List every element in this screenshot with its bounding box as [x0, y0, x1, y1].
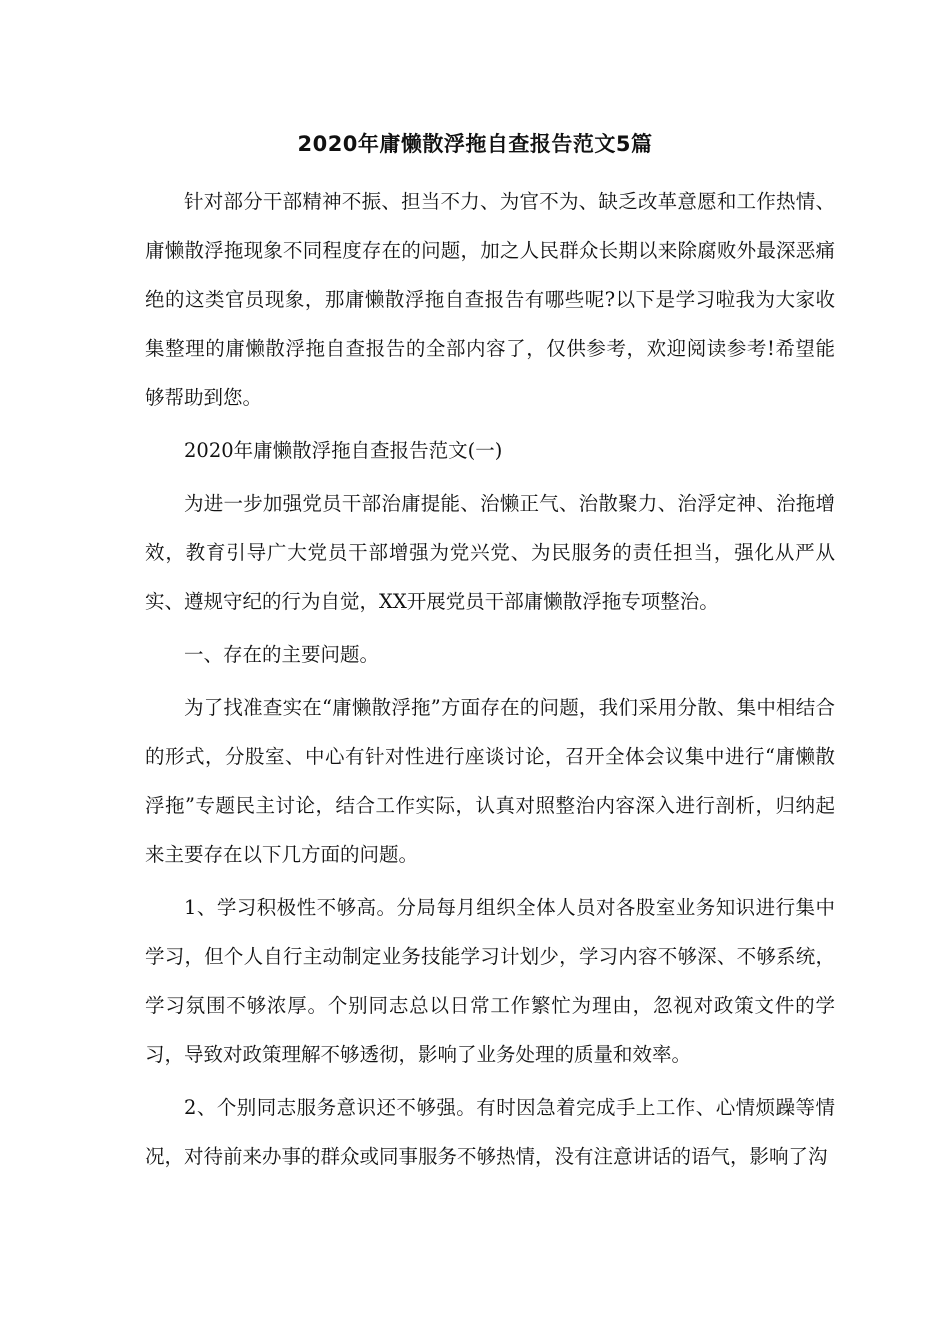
body-paragraph: 1、学习积极性不够高。分局每月组织全体人员对各股室业务知识进行集中学习，但个人自行主动制定业务技能学习计划少，学习内容不够深、不够系统，学习氛围不够浓厚。个别同志总以日常工作繁忙为理由，忽视对政策文件的学习，导致对政策理解不够透彻，影响了业务处理的质量和效率。: [145, 896, 835, 1066]
document-body: [145, 177, 835, 1185]
subsection-heading: 一、存在的主要问题。: [184, 643, 380, 666]
body-paragraph: 为了找准查实在“庸懒散浮拖”方面存在的问题，我们采用分散、集中相结合的形式，分股室、中心有针对性进行座谈讨论，召开全体会议集中进行“庸懒散浮拖”专题民主讨论，结合工作实际，认真对照整治内容深入进行剖析，归纳起来主要存在以下几方面的问题。: [145, 696, 835, 866]
document-title: 2020年庸懒散浮拖自查报告范文5篇: [297, 132, 653, 156]
intro-paragraph: 针对部分干部精神不振、担当不力、为官不为、缺乏改革意愿和工作热情、庸懒散浮拖现象不同程度存在的问题，加之人民群众长期以来除腐败外最深恶痛绝的这类官员现象，那庸懒散浮拖自查报告有哪些呢?以下是学习啦我为大家收集整理的庸懒散浮拖自查报告的全部内容了，仅供参考，欢迎阅读参考!希望能够帮助到您。: [145, 190, 835, 409]
section-heading: 2020年庸懒散浮拖自查报告范文(一): [184, 439, 503, 462]
body-paragraph: 2、个别同志服务意识还不够强。有时因急着完成手上工作、心情烦躁等情况，对待前来办事的群众或同事服务不够热情，没有注意讲话的语气，影响了沟: [145, 1096, 835, 1168]
body-paragraph: 为进一步加强党员干部治庸提能、治懒正气、治散聚力、治浮定神、治拖增效，教育引导广大党员干部增强为党兴党、为民服务的责任担当，强化从严从实、遵规守纪的行为自觉，XX开展党员干部庸懒散浮拖专项整治。: [145, 492, 835, 613]
